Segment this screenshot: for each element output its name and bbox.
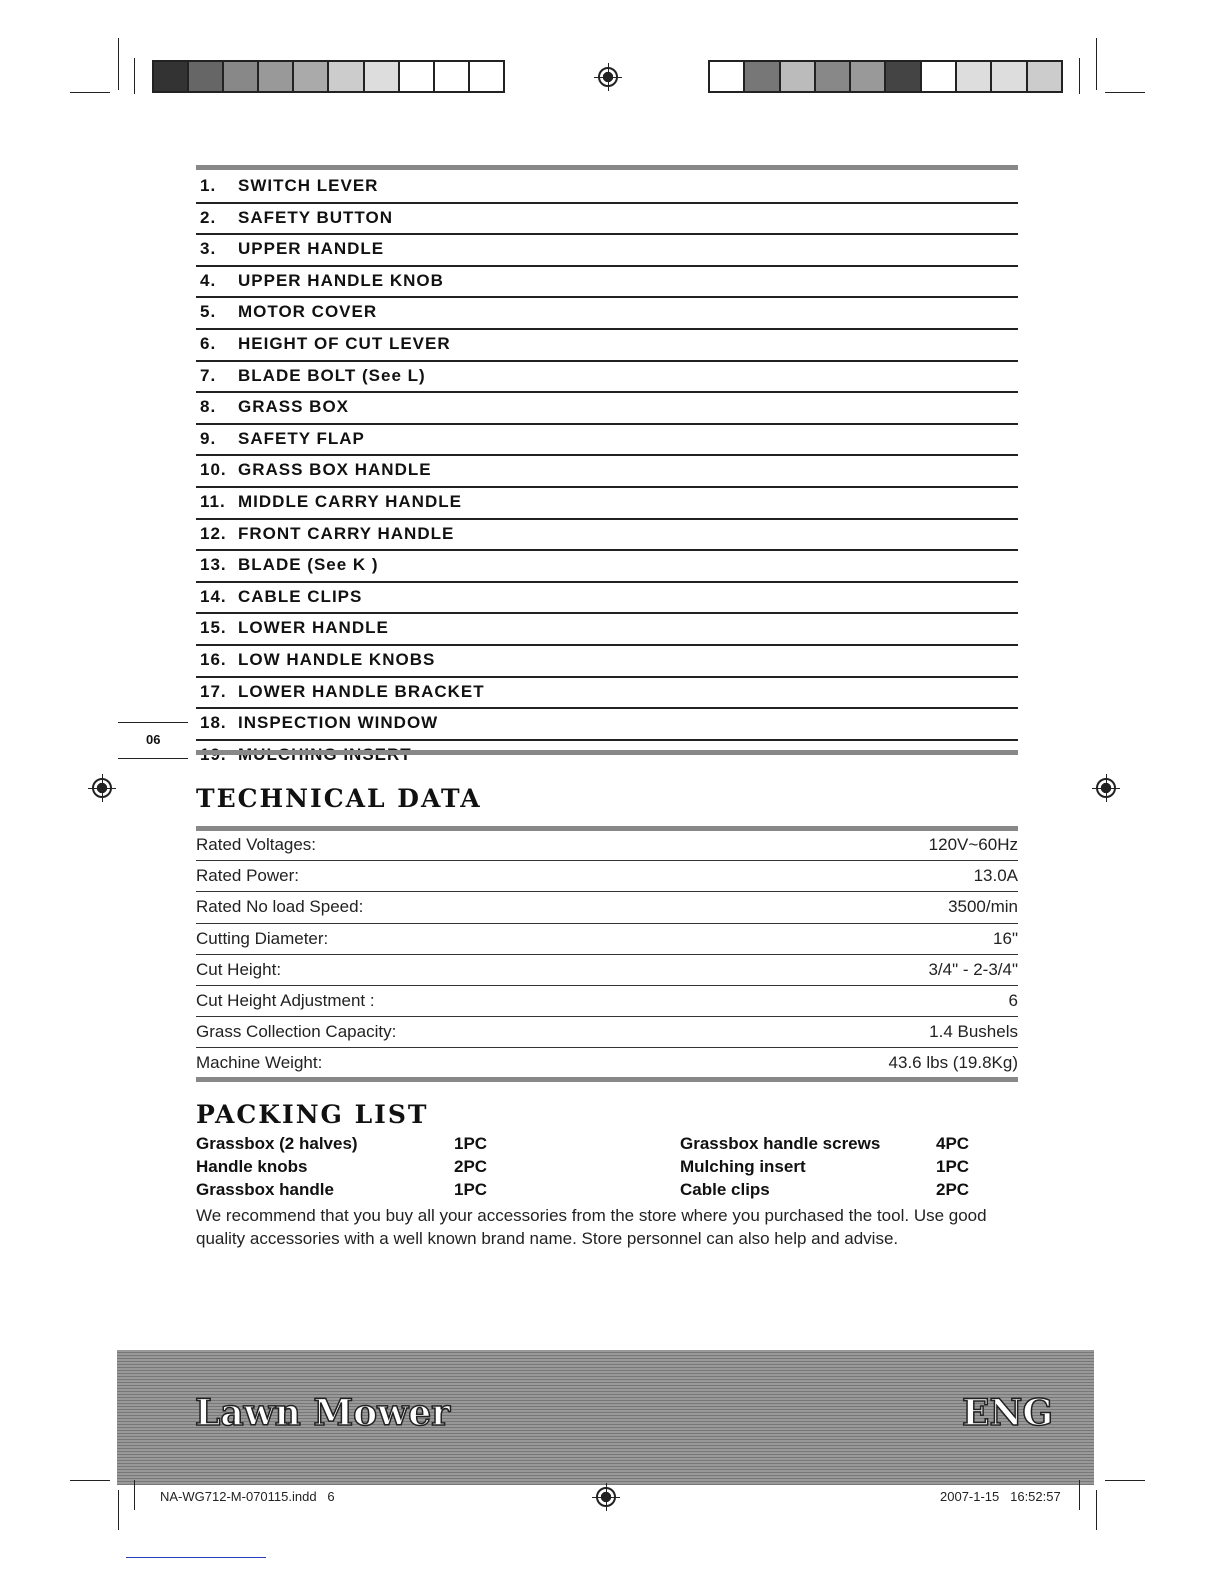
- list-item: [196, 741, 1018, 771]
- list-item: 16. LOW HANDLE KNOBS: [196, 646, 1018, 678]
- technical-data-table: [196, 830, 1018, 1079]
- table-row: Grass Collection Capacity: 1.4 Bushels: [196, 1017, 1018, 1048]
- footer-banner: [117, 1350, 1094, 1485]
- color-bar-right: [708, 60, 1063, 93]
- list-item: 1. SWITCH LEVER: [196, 172, 1018, 204]
- list-item: 11. MIDDLE CARRY HANDLE: [196, 488, 1018, 520]
- list-item: 5. MOTOR COVER: [196, 298, 1018, 330]
- table-row: Cut Height Adjustment : 6: [196, 986, 1018, 1017]
- list-item: 8. GRASS BOX: [196, 393, 1018, 425]
- table-row: Machine Weight: 43.6 lbs (19.8Kg): [196, 1053, 1018, 1073]
- divider: [196, 165, 1018, 170]
- timestamp: 2007-1-15 16:52:57: [940, 1489, 1061, 1504]
- page-number: 06: [146, 732, 161, 747]
- technical-data-heading: TECHNICAL DATA: [196, 784, 482, 813]
- parts-list: [196, 172, 1018, 770]
- list-item: 17. LOWER HANDLE BRACKET: [196, 678, 1018, 710]
- table-row: Rated Power: 13.0A: [196, 861, 1018, 892]
- divider: [196, 1077, 1018, 1082]
- list-item: 7. BLADE BOLT (See L): [196, 362, 1018, 394]
- registration-mark-icon: [596, 1487, 616, 1507]
- list-item: 18. INSPECTION WINDOW: [196, 709, 1018, 741]
- list-item: Grassbox handle 1PC Cable clips 2PC: [196, 1180, 970, 1199]
- packing-list-heading: PACKING LIST: [196, 1100, 429, 1129]
- language-label: ENG: [962, 1392, 1054, 1434]
- table-row: Cut Height: 3/4" - 2-3/4": [196, 955, 1018, 986]
- accessories-note: We recommend that you buy all your accessories from the store where you purchased the tool. Use good quality accessories with a well known brand name. Store personnel can also help and advise.: [196, 1206, 987, 1248]
- file-name: NA-WG712-M-070115.indd 6: [160, 1489, 335, 1504]
- list-item: 10. GRASS BOX HANDLE: [196, 456, 1018, 488]
- list-item: Grassbox (2 halves) 1PC Grassbox handle screws 4PC: [196, 1134, 970, 1153]
- list-item: 9. SAFETY FLAP: [196, 425, 1018, 457]
- packing-list: [196, 1134, 1018, 1203]
- list-item: 15. LOWER HANDLE: [196, 614, 1018, 646]
- banner-title: Lawn Mower: [195, 1392, 451, 1434]
- divider: [196, 750, 1018, 755]
- list-item: 6. HEIGHT OF CUT LEVER: [196, 330, 1018, 362]
- color-bar-left: [152, 60, 505, 93]
- registration-mark-icon: [92, 778, 112, 798]
- table-row: Cutting Diameter: 16": [196, 924, 1018, 955]
- list-item: 3. UPPER HANDLE: [196, 235, 1018, 267]
- list-item: 4. UPPER HANDLE KNOB: [196, 267, 1018, 299]
- table-row: Rated Voltages: 120V~60Hz: [196, 830, 1018, 861]
- registration-mark-icon: [598, 67, 618, 87]
- list-item: Handle knobs 2PC Mulching insert 1PC: [196, 1157, 970, 1176]
- list-item: 13. BLADE (See K ): [196, 551, 1018, 583]
- list-item: 2. SAFETY BUTTON: [196, 204, 1018, 236]
- list-item: 12. FRONT CARRY HANDLE: [196, 520, 1018, 552]
- table-row: Rated No load Speed: 3500/min: [196, 892, 1018, 923]
- registration-mark-icon: [1096, 778, 1116, 798]
- list-item: 14. CABLE CLIPS: [196, 583, 1018, 615]
